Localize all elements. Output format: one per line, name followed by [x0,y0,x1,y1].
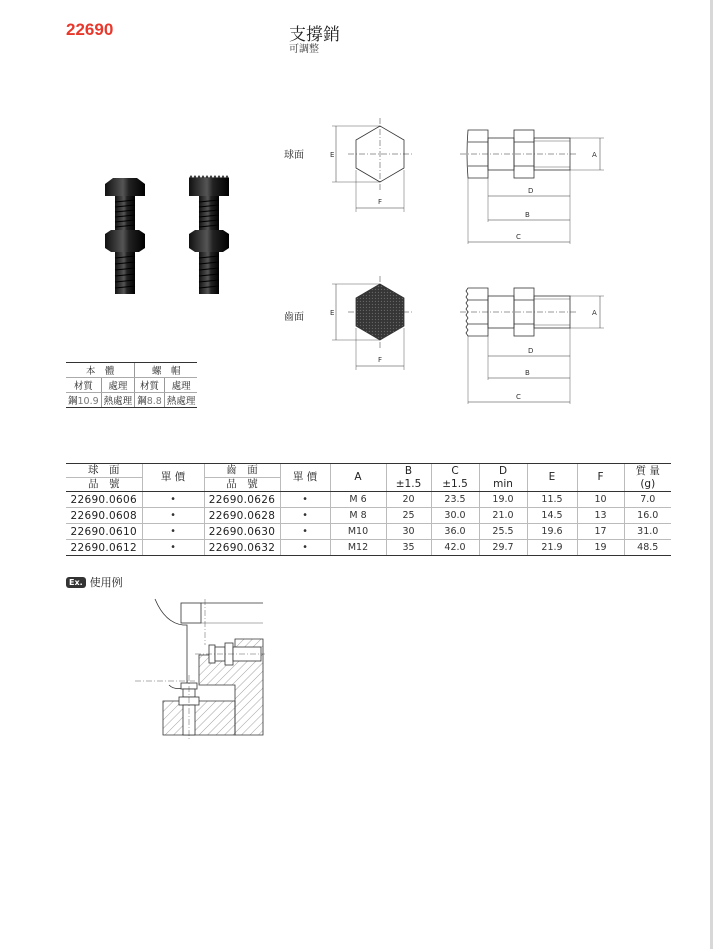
dim-a-bottom: A [592,309,597,317]
nut-header: 螺 帽 [135,363,198,378]
example-badge: Ex. [66,577,86,588]
serrated-face-label: 齒面 [284,312,304,323]
col-a: A [330,464,386,492]
dim-f-bottom: F [378,356,383,364]
body-treatment: 熱處理 [101,393,135,408]
dim-c-bottom: C [516,393,521,401]
material-table [66,362,197,408]
example-label: 使用例 [89,576,123,589]
col-f: F [577,464,624,492]
usage-example-heading [66,574,123,590]
table-row: 22690.0606 • 22690.0626 • M 6 20 23.5 19.0 11.5 10 7.0 [66,492,671,508]
dim-f-top: F [378,198,383,206]
col-ball: 球 面 品 號 [66,464,142,492]
serrated-bolt-photo [189,175,229,294]
nut-treatment-header: 處理 [164,378,197,393]
nut-material: 鋼8.8 [135,393,165,408]
knurled-hexagon-view [332,276,412,370]
usage-example-drawing [135,595,270,740]
dim-e-top: E [330,151,335,159]
nut-treatment: 熱處理 [164,393,197,408]
col-c: C ±1.5 [431,464,479,492]
col-d: D min [479,464,527,492]
dim-b-bottom: B [525,369,530,377]
dim-c-top: C [516,233,521,241]
dim-d-bottom: D [528,347,534,355]
hexagon-end-view [332,118,412,212]
serrated-bolt-side-view [460,288,604,404]
col-price-2: 單 價 [280,464,330,492]
col-serrated: 齒 面 品 號 [204,464,280,492]
technical-drawing [320,118,610,418]
body-header: 本 體 [66,363,135,378]
page-title: 支撐銷 [289,25,340,45]
body-material: 鋼10.9 [66,393,101,408]
body-treatment-header: 處理 [101,378,135,393]
dim-a-top: A [592,151,597,159]
product-photo [95,172,245,302]
body-material-header: 材質 [66,378,101,393]
table-row: 22690.0612 • 22690.0632 • M12 35 42.0 29.7 21.9 19 48.5 [66,540,671,556]
ball-bolt-photo [105,178,145,294]
dim-b-top: B [525,211,530,219]
part-number: 22690 [66,20,114,39]
spec-table [66,463,660,556]
col-price-1: 單 價 [142,464,204,492]
dim-d-top: D [528,187,534,195]
table-row: 22690.0610 • 22690.0630 • M10 30 36.0 25.5 19.6 17 31.0 [66,524,671,540]
table-row: 22690.0608 • 22690.0628 • M 8 25 30.0 21.0 14.5 13 16.0 [66,508,671,524]
nut-material-header: 材質 [135,378,165,393]
col-e: E [527,464,577,492]
ball-face-label: 球面 [284,150,304,161]
dim-e-bottom: E [330,309,335,317]
col-b: B ±1.5 [386,464,431,492]
page-subtitle: 可調整 [289,44,319,55]
col-weight: 質 量 (g) [624,464,671,492]
